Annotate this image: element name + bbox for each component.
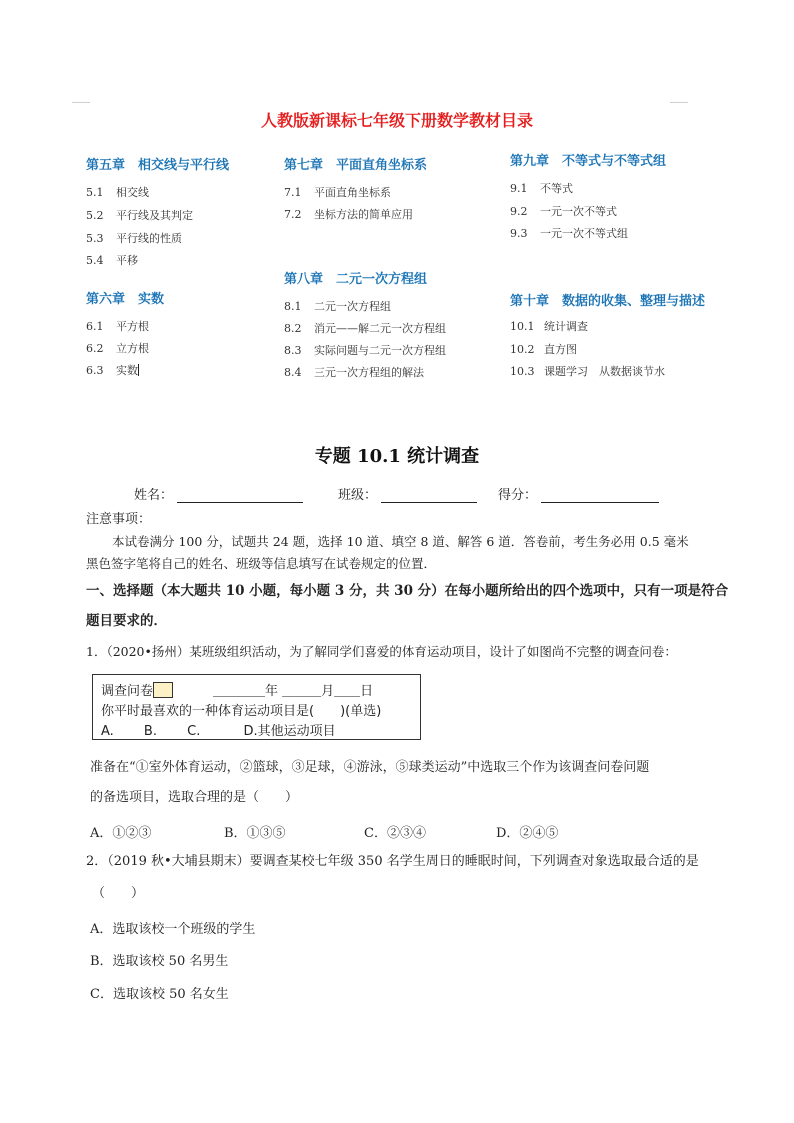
header-corner-left <box>72 102 90 103</box>
notice-label: 注意事项： <box>86 512 152 527</box>
questionnaire-label: 调查问卷 <box>101 684 154 699</box>
notice-text-line2: 黑色签字笔将自己的姓名、班级等信息填写在试卷规定的位置． <box>86 556 437 571</box>
topic-title: 专题 10.1 统计调查 <box>314 446 480 467</box>
questionnaire-row-2: 你平时最喜欢的一种体育运动项目是( )(单选) <box>101 704 382 719</box>
survey-questionnaire-box <box>92 674 421 740</box>
q1-option-a[interactable]: A．①②③ <box>90 826 152 841</box>
section-heading-line2: 题目要求的． <box>86 613 167 629</box>
questionnaire-date: ＿＿＿＿年 ＿＿＿月＿＿日 <box>213 684 374 699</box>
q2-option-b[interactable]: B．选取该校 50 名男生 <box>90 954 229 969</box>
score-input-line[interactable] <box>541 488 659 503</box>
chapter-heading: 第十章 数据的收集、整理与描述 <box>510 294 706 309</box>
toc-section: 10.3 课题学习 从数据谈节水 <box>510 365 665 378</box>
notice-text-line1: 本试卷满分 100 分，试题共 24 题，选择 10 道、填空 8 道、解答 6 道．答卷前，考生务必用 0.5 毫米 <box>112 534 689 549</box>
text-cursor <box>138 364 139 376</box>
toc-section: 7.2 坐标方法的简单应用 <box>284 208 413 221</box>
toc-section: 10.2 直方图 <box>510 343 577 356</box>
toc-section: 8.3 实际问题与二元一次方程组 <box>284 344 446 357</box>
toc-section: 8.4 三元一次方程组的解法 <box>284 366 424 379</box>
questionnaire-row-3: A. B. C. D.其他运动项目 <box>101 724 336 739</box>
questionnaire-row-1 <box>101 680 373 699</box>
q1-option-d[interactable]: D．②④⑤ <box>496 826 559 841</box>
chapter-heading: 第六章 实数 <box>86 292 165 307</box>
highlight-box <box>153 682 173 698</box>
toc-section: 8.1 二元一次方程组 <box>284 300 391 313</box>
class-input-line[interactable] <box>381 488 477 503</box>
header-corner-right <box>670 102 688 103</box>
score-label: 得分： <box>498 488 538 503</box>
toc-section: 6.2 立方根 <box>86 342 149 355</box>
class-label: 班级： <box>338 488 378 503</box>
question-2-answer-paren: （ ） <box>92 886 145 901</box>
toc-section: 9.2 一元一次不等式 <box>510 205 617 218</box>
name-input-line[interactable] <box>177 488 303 503</box>
question-1-stem: 1．（2020•扬州）某班级组织活动，为了解同学们喜爱的体育运动项目，设计了如图尚不完整的调查问卷： <box>86 644 677 659</box>
section-heading-line1: 一、选择题（本大题共 10 小题，每小题 3 分，共 30 分）在每小题所给出的四个选项中，只有一项是符合 <box>86 583 729 599</box>
q1-option-b[interactable]: B．①③⑤ <box>224 826 286 841</box>
toc-section: 9.3 一元一次不等式组 <box>510 227 628 240</box>
question-1-text-line1: 准备在“①室外体育运动，②篮球，③足球，④游泳，⑤球类运动”中选取三个作为该调查问卷问题 <box>90 760 650 775</box>
toc-section: 7.1 平面直角坐标系 <box>284 186 391 199</box>
q2-option-c[interactable]: C．选取该校 50 名女生 <box>90 987 229 1002</box>
chapter-heading: 第五章 相交线与平行线 <box>86 158 230 173</box>
q2-option-a[interactable]: A．选取该校一个班级的学生 <box>90 922 256 937</box>
class-field[interactable] <box>338 484 477 503</box>
toc-section: 5.1 相交线 <box>86 186 149 199</box>
document-title: 人教版新课标七年级下册数学教材目录 <box>260 111 533 130</box>
toc-section: 6.1 平方根 <box>86 320 149 333</box>
toc-section: 5.2 平行线及其判定 <box>86 209 193 222</box>
name-label: 姓名： <box>134 488 174 503</box>
chapter-heading: 第八章 二元一次方程组 <box>284 272 428 287</box>
toc-section: 6.3 实数 <box>86 364 138 377</box>
chapter-heading: 第九章 不等式与不等式组 <box>510 154 667 169</box>
question-2-stem: 2．（2019 秋•大埔县期末）要调查某校七年级 350 名学生周日的睡眠时间，下列调查对象选取最合适的是 <box>86 854 699 869</box>
q1-option-c[interactable]: C．②③④ <box>364 826 426 841</box>
toc-section: 10.1 统计调查 <box>510 320 588 333</box>
question-1-text-line2: 的备选项目，选取合理的是（ ） <box>90 790 299 805</box>
score-field[interactable] <box>498 484 659 503</box>
name-field[interactable] <box>134 484 303 503</box>
toc-section: 8.2 消元——解二元一次方程组 <box>284 322 446 335</box>
toc-section: 5.3 平行线的性质 <box>86 232 182 245</box>
toc-section: 9.1 不等式 <box>510 182 573 195</box>
chapter-heading: 第七章 平面直角坐标系 <box>284 158 428 173</box>
toc-section: 5.4 平移 <box>86 254 138 267</box>
